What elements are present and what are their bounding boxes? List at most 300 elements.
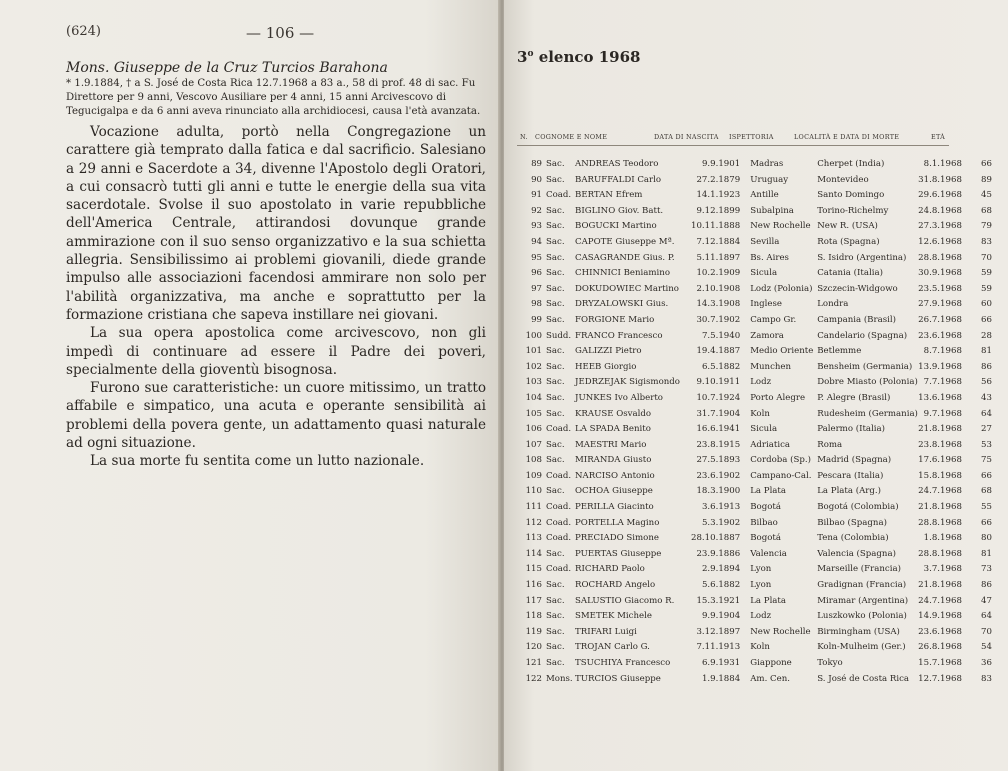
row-number: 117 — [525, 595, 542, 606]
row-death-place: Madrid (Spagna) — [817, 455, 892, 466]
row-age: 27 — [980, 424, 992, 435]
row-province: Subalpina — [750, 205, 794, 216]
row-age: 75 — [980, 455, 992, 466]
row-death-place: Campania (Brasil) — [817, 314, 896, 325]
row-death-place: Roma — [817, 439, 843, 450]
row-death-date: 7.7.1968 — [923, 377, 962, 388]
row-death-place: Birmingham (USA) — [817, 626, 900, 637]
row-death-place: Montevideo — [817, 174, 869, 185]
row-rank: Coad. — [546, 424, 572, 435]
row-death-date: 26.7.1968 — [918, 314, 962, 325]
row-death-date: 30.9.1968 — [918, 268, 962, 279]
table-row — [516, 157, 992, 173]
col-header-name: COGNOME E NOME — [535, 133, 608, 141]
row-number: 118 — [525, 611, 542, 622]
row-death-date: 9.7.1968 — [923, 408, 962, 419]
row-death-date: 12.7.1968 — [918, 673, 962, 684]
row-rank: Sac. — [546, 626, 565, 637]
row-birth-date: 5.6.1882 — [701, 580, 741, 591]
left-page — [0, 0, 500, 771]
row-rank: Sac. — [546, 642, 565, 653]
row-province: Porto Alegre — [750, 392, 806, 403]
row-rank: Sac. — [546, 392, 565, 403]
row-age: 70 — [980, 626, 992, 637]
row-province: Koln — [750, 642, 770, 653]
row-death-date: 27.3.1968 — [918, 221, 962, 232]
row-birth-date: 27.2.1879 — [696, 174, 741, 185]
row-death-place: Torino-Richelmy — [817, 205, 889, 216]
row-number: 95 — [531, 252, 542, 263]
row-death-date: 13.9.1968 — [918, 361, 962, 372]
obituary-title: Mons. Giuseppe de la Cruz Turcios Barahona — [66, 60, 388, 76]
row-rank: Sac. — [546, 299, 565, 310]
row-death-place: Candelario (Spagna) — [817, 330, 908, 341]
row-death-place: Londra — [817, 299, 849, 310]
row-number: 97 — [531, 283, 542, 294]
row-rank: Coad. — [546, 470, 572, 481]
row-birth-date: 6.5.1882 — [701, 361, 741, 372]
row-birth-date: 10.7.1924 — [696, 392, 741, 403]
row-number: 103 — [525, 377, 542, 388]
row-name: BOGUCKI Martino — [575, 221, 657, 232]
row-age: 53 — [980, 439, 992, 450]
row-number: 108 — [525, 455, 542, 466]
row-name: TRIFARI Luigi — [575, 626, 637, 637]
row-birth-date: 15.3.1921 — [696, 595, 741, 606]
row-death-date: 28.8.1968 — [918, 517, 962, 528]
row-age: 73 — [980, 564, 992, 575]
row-number: 98 — [531, 299, 542, 310]
row-name: BERTAN Efrem — [575, 190, 643, 201]
row-number: 115 — [525, 564, 542, 575]
row-name: DOKUDOWIEC Martino — [575, 283, 679, 294]
obituary-body — [66, 123, 486, 471]
row-name: CHINNICI Beniamino — [575, 268, 671, 279]
row-province: Uruguay — [750, 174, 789, 185]
row-birth-date: 10.11.1888 — [691, 221, 741, 232]
row-age: 64 — [980, 408, 992, 419]
row-number: 110 — [525, 486, 542, 497]
row-death-place: S. José de Costa Rica — [817, 673, 910, 684]
row-birth-date: 2.9.1894 — [701, 564, 741, 575]
row-rank: Sac. — [546, 658, 565, 668]
row-birth-date: 19.4.1887 — [696, 346, 741, 357]
row-province: Lodz — [750, 377, 772, 388]
row-rank: Sac. — [546, 595, 565, 606]
table-row — [516, 531, 992, 547]
col-header-death: LOCALITÀ E DATA DI MORTE — [794, 133, 900, 141]
row-death-date: 23.6.1968 — [918, 330, 962, 341]
row-rank: Coad. — [546, 190, 572, 201]
row-death-date: 21.8.1968 — [918, 424, 962, 435]
row-name: LA SPADA Benito — [575, 424, 651, 435]
row-age: 70 — [980, 252, 992, 263]
row-province: Lodz (Polonia) — [750, 283, 813, 294]
row-age: 79 — [980, 221, 992, 232]
row-age: 28 — [980, 330, 992, 341]
row-rank: Sac. — [546, 174, 565, 185]
row-birth-date: 27.5.1893 — [696, 455, 741, 466]
row-birth-date: 28.10.1887 — [691, 533, 741, 544]
row-age: 80 — [980, 533, 992, 544]
row-province: Cordoba (Sp.) — [750, 455, 811, 466]
row-age: 68 — [980, 486, 992, 497]
row-province: Sicula — [750, 268, 778, 279]
row-rank: Sac. — [546, 486, 565, 497]
table-row — [516, 297, 992, 313]
row-death-place: New R. (USA) — [817, 221, 878, 232]
row-death-place: Pescara (Italia) — [817, 470, 884, 481]
table-row — [516, 204, 992, 220]
row-name: CASAGRANDE Gius. P. — [575, 252, 675, 263]
row-province: Giappone — [750, 658, 792, 668]
row-name: TURCIOS Giuseppe — [575, 673, 661, 684]
table-row — [516, 594, 992, 610]
row-rank: Sac. — [546, 314, 565, 325]
table-row — [516, 453, 992, 469]
row-age: 89 — [980, 174, 992, 185]
row-rank: Sac. — [546, 252, 565, 263]
row-birth-date: 23.6.1902 — [696, 470, 741, 481]
row-province: New Rochelle — [750, 221, 811, 232]
row-death-date: 23.8.1968 — [918, 439, 962, 450]
row-death-date: 23.6.1968 — [918, 626, 962, 637]
table-row — [516, 578, 992, 594]
row-name: HEEB Giorgio — [575, 361, 637, 372]
table-row — [516, 484, 992, 500]
row-name: PERILLA Giacinto — [575, 502, 654, 513]
row-birth-date: 9.12.1899 — [696, 205, 741, 216]
row-name: RICHARD Paolo — [575, 564, 645, 575]
row-province: La Plata — [750, 595, 787, 606]
table-row — [516, 609, 992, 625]
row-name: FRANCO Francesco — [575, 330, 663, 341]
row-death-place: Szczecin-Widgowo — [817, 283, 898, 294]
row-province: Inglese — [750, 299, 782, 310]
row-age: 56 — [980, 377, 992, 388]
row-age: 68 — [980, 205, 992, 216]
row-birth-date: 7.5.1940 — [701, 330, 741, 341]
row-province: Sicula — [750, 424, 778, 435]
row-death-place: Marseille (Francia) — [817, 564, 901, 575]
row-birth-date: 9.9.1901 — [701, 159, 741, 169]
row-rank: Sac. — [546, 439, 565, 450]
table-row — [516, 219, 992, 235]
row-province: Bogotá — [750, 533, 781, 544]
row-province: Bogotá — [750, 502, 781, 513]
row-name: MIRANDA Giusto — [575, 455, 652, 466]
table-row — [516, 407, 992, 423]
col-header-isp: ISPETTORIA — [729, 133, 774, 141]
row-age: 66 — [980, 470, 992, 481]
list-title — [517, 48, 641, 66]
row-death-date: 15.7.1968 — [918, 658, 962, 668]
row-number: 111 — [525, 502, 542, 513]
row-name: GALIZZI Pietro — [575, 346, 642, 357]
row-age: 36 — [980, 658, 992, 668]
row-number: 91 — [531, 190, 542, 201]
row-name: MAESTRI Mario — [575, 439, 647, 450]
row-death-date: 21.8.1968 — [918, 502, 962, 513]
row-name: ANDREAS Teodoro — [575, 159, 659, 169]
row-age: 59 — [980, 268, 992, 279]
row-number: 112 — [525, 517, 542, 528]
table-row — [516, 329, 992, 345]
table-row — [516, 422, 992, 438]
row-death-place: P. Alegre (Brasil) — [817, 392, 891, 403]
row-birth-date: 5.3.1902 — [701, 517, 741, 528]
row-number: 114 — [525, 548, 542, 559]
row-death-date: 29.6.1968 — [918, 190, 962, 201]
row-province: Campano-Cal. — [750, 470, 812, 481]
row-rank: Sac. — [546, 548, 565, 559]
table-row — [516, 500, 992, 516]
row-province: Madras — [750, 159, 784, 169]
row-death-date: 1.8.1968 — [923, 533, 962, 544]
row-birth-date: 9.10.1911 — [696, 377, 741, 388]
table-row — [516, 235, 992, 251]
row-rank: Sac. — [546, 159, 565, 169]
row-death-date: 15.8.1968 — [918, 470, 962, 481]
row-rank: Mons. — [546, 673, 573, 684]
row-age: 45 — [980, 190, 992, 201]
row-age: 59 — [980, 283, 992, 294]
row-rank: Sac. — [546, 346, 565, 357]
obituary-summary: * 1.9.1884, † a S. José de Costa Rica 12.7.1968 a 83 a., 58 di prof. 48 di sac. Fu Direttore per 9 anni, Vescovo Ausiliare per 4 anni, 15 anni Arcivescovo di Tegucigalpa e da 6 anni aveva rinunciato alla archidiocesi, causa l'età avanzata. — [66, 78, 481, 117]
table-row — [516, 672, 992, 688]
row-death-date: 24.7.1968 — [918, 595, 962, 606]
row-death-date: 24.7.1968 — [918, 486, 962, 497]
row-province: Campo Gr. — [750, 314, 797, 325]
table-row — [516, 562, 992, 578]
row-rank: Sac. — [546, 455, 565, 466]
col-header-age: ETÀ — [931, 133, 946, 141]
row-birth-date: 23.9.1886 — [696, 548, 741, 559]
row-name: PORTELLA Magino — [575, 517, 660, 528]
row-age: 55 — [980, 502, 992, 513]
row-rank: Coad. — [546, 564, 572, 575]
row-number: 90 — [531, 174, 542, 185]
table-row — [516, 375, 992, 391]
row-name: JEDRZEJAK Sigismondo — [575, 377, 680, 388]
row-name: OCHOA Giuseppe — [575, 486, 653, 497]
row-death-place: Palermo (Italia) — [817, 424, 886, 435]
row-name: BARUFFALDI Carlo — [575, 174, 662, 185]
row-province: Antille — [750, 190, 779, 201]
row-birth-date: 16.6.1941 — [696, 424, 741, 435]
row-death-date: 8.1.1968 — [923, 159, 962, 169]
obituary-paragraph: La sua morte fu sentita come un lutto nazionale. — [90, 453, 425, 470]
row-name: FORGIONE Mario — [575, 314, 655, 325]
obituary-paragraph: La sua opera apostolica come arcivescovo, non gli impedì di continuare ad essere il Padre dei poveri, specialmente della gioventù bisognosa. — [66, 325, 486, 378]
row-birth-date: 6.9.1931 — [701, 658, 741, 668]
row-province: Koln — [750, 408, 770, 419]
row-province: Lyon — [750, 564, 772, 575]
row-death-date: 23.5.1968 — [918, 283, 962, 294]
row-rank: Sac. — [546, 408, 565, 419]
obituary-paragraph: Furono sue caratteristiche: un cuore mitissimo, un tratto affabile e simpatico, una acuta e operante sensibilità ai problemi della povera gente, un adattamento quasi naturale ad ogni situazione. — [66, 380, 486, 452]
row-death-date: 26.8.1968 — [918, 642, 962, 653]
row-name: BIGLINO Giov. Batt. — [575, 205, 664, 216]
col-header-birth: DATA DI NASCITA — [654, 133, 719, 141]
row-province: Am. Cen. — [750, 673, 790, 684]
row-death-place: Tena (Colombia) — [817, 533, 889, 544]
row-province: Sevilla — [750, 236, 780, 247]
row-rank: Coad. — [546, 502, 572, 513]
row-birth-date: 5.11.1897 — [696, 252, 741, 263]
row-province: Lodz — [750, 611, 772, 622]
row-death-place: Santo Domingo — [817, 190, 885, 201]
table-row — [516, 360, 992, 376]
row-number: 96 — [531, 268, 542, 279]
table-row — [516, 313, 992, 329]
row-death-place: Catania (Italia) — [817, 268, 883, 279]
row-birth-date: 7.11.1913 — [696, 642, 741, 653]
table-row — [516, 640, 992, 656]
row-number: 94 — [531, 236, 542, 247]
row-death-place: Rudesheim (Germania) — [817, 408, 918, 419]
row-name: CAPOTE Giuseppe Mª. — [575, 236, 675, 247]
row-death-place: Cherpet (India) — [817, 159, 885, 169]
col-header-n: N. — [520, 133, 528, 141]
row-age: 66 — [980, 517, 992, 528]
row-death-place: Bensheim (Germania) — [817, 361, 913, 372]
row-birth-date: 1.9.1884 — [701, 673, 741, 684]
row-age: 66 — [980, 159, 992, 169]
row-death-place: Luszkowko (Polonia) — [817, 611, 907, 622]
row-number: 89 — [531, 159, 542, 169]
row-number: 104 — [525, 392, 542, 403]
page-number: — 106 — — [246, 24, 315, 42]
row-name: SMETEK Michele — [575, 611, 652, 622]
header-rule — [517, 145, 949, 146]
row-age: 60 — [980, 299, 992, 310]
row-rank: Sac. — [546, 268, 565, 279]
row-number: 105 — [525, 408, 542, 419]
table-row — [516, 282, 992, 298]
row-number: 121 — [525, 658, 542, 668]
table-row — [516, 516, 992, 532]
row-death-date: 8.7.1968 — [923, 346, 962, 357]
row-death-place: Gradignan (Francia) — [817, 580, 907, 591]
row-age: 86 — [980, 580, 992, 591]
table-row — [516, 438, 992, 454]
row-death-place: La Plata (Arg.) — [817, 486, 881, 497]
row-death-place: Bogotá (Colombia) — [817, 502, 899, 513]
deceased-list-table — [516, 157, 992, 687]
row-number: 100 — [525, 330, 542, 341]
row-birth-date: 7.12.1884 — [696, 236, 741, 247]
row-rank: Coad. — [546, 533, 572, 544]
running-head: (624) — [66, 24, 101, 39]
row-rank: Sac. — [546, 283, 565, 294]
row-name: PUERTAS Giuseppe — [575, 548, 662, 559]
row-province: Valencia — [750, 548, 787, 559]
row-death-place: Bilbao (Spagna) — [817, 517, 887, 528]
row-province: Adriatica — [750, 439, 791, 450]
row-birth-date: 2.10.1908 — [696, 283, 741, 294]
row-age: 83 — [980, 673, 992, 684]
row-number: 93 — [531, 221, 542, 232]
row-number: 120 — [525, 642, 542, 653]
row-rank: Coad. — [546, 517, 572, 528]
table-row — [516, 266, 992, 282]
row-death-date: 17.6.1968 — [918, 455, 962, 466]
row-name: PRECIADO Simone — [575, 533, 659, 544]
row-rank: Sac. — [546, 205, 565, 216]
row-birth-date: 14.1.1923 — [696, 190, 741, 201]
row-birth-date: 14.3.1908 — [696, 299, 741, 310]
row-rank: Sac. — [546, 580, 565, 591]
row-death-date: 28.8.1968 — [918, 548, 962, 559]
row-rank: Sudd. — [546, 330, 572, 341]
row-number: 116 — [525, 580, 542, 591]
table-row — [516, 344, 992, 360]
row-province: Bilbao — [750, 517, 778, 528]
row-age: 81 — [980, 548, 992, 559]
table-row — [516, 547, 992, 563]
row-death-place: Dobre Miasto (Polonia) — [817, 377, 918, 388]
row-rank: Sac. — [546, 221, 565, 232]
row-province: Bs. Aires — [750, 252, 789, 263]
row-number: 99 — [531, 314, 542, 325]
row-number: 109 — [525, 470, 542, 481]
row-death-date: 14.9.1968 — [918, 611, 962, 622]
row-number: 113 — [525, 533, 542, 544]
row-death-date: 12.6.1968 — [918, 236, 962, 247]
row-number: 106 — [525, 424, 542, 435]
row-name: JUNKES Ivo Alberto — [575, 392, 663, 403]
row-province: New Rochelle — [750, 626, 811, 637]
list-title-number: 3 — [517, 48, 528, 66]
row-age: 54 — [980, 642, 992, 653]
row-death-date: 27.9.1968 — [918, 299, 962, 310]
row-age: 64 — [980, 611, 992, 622]
list-title-text: elenco 1968 — [538, 48, 641, 66]
row-birth-date: 30.7.1902 — [696, 314, 741, 325]
row-number: 101 — [525, 346, 542, 357]
row-province: Lyon — [750, 580, 772, 591]
row-rank: Sac. — [546, 611, 565, 622]
row-birth-date: 9.9.1904 — [701, 611, 741, 622]
row-birth-date: 23.8.1915 — [696, 439, 741, 450]
row-province: Zamora — [750, 330, 784, 341]
row-death-date: 13.6.1968 — [918, 392, 962, 403]
row-name: ROCHARD Angelo — [575, 580, 656, 591]
row-number: 107 — [525, 439, 542, 450]
row-death-place: Tokyo — [817, 658, 843, 668]
row-name: DRYZALOWSKI Gius. — [575, 299, 669, 310]
row-age: 86 — [980, 361, 992, 372]
row-age: 66 — [980, 314, 992, 325]
row-birth-date: 3.12.1897 — [696, 626, 741, 637]
table-row — [516, 251, 992, 267]
row-province: Medio Oriente — [750, 346, 814, 357]
row-birth-date: 31.7.1904 — [696, 408, 741, 419]
row-name: NARCISO Antonio — [575, 470, 655, 481]
row-death-place: Valencia (Spagna) — [817, 548, 896, 559]
table-row — [516, 625, 992, 641]
table-row — [516, 391, 992, 407]
row-death-date: 21.8.1968 — [918, 580, 962, 591]
row-province: Munchen — [750, 361, 792, 372]
row-birth-date: 3.6.1913 — [701, 502, 741, 513]
row-birth-date: 10.2.1909 — [696, 268, 741, 279]
row-number: 119 — [525, 626, 542, 637]
row-province: La Plata — [750, 486, 787, 497]
table-row — [516, 188, 992, 204]
row-death-place: Rota (Spagna) — [817, 236, 880, 247]
